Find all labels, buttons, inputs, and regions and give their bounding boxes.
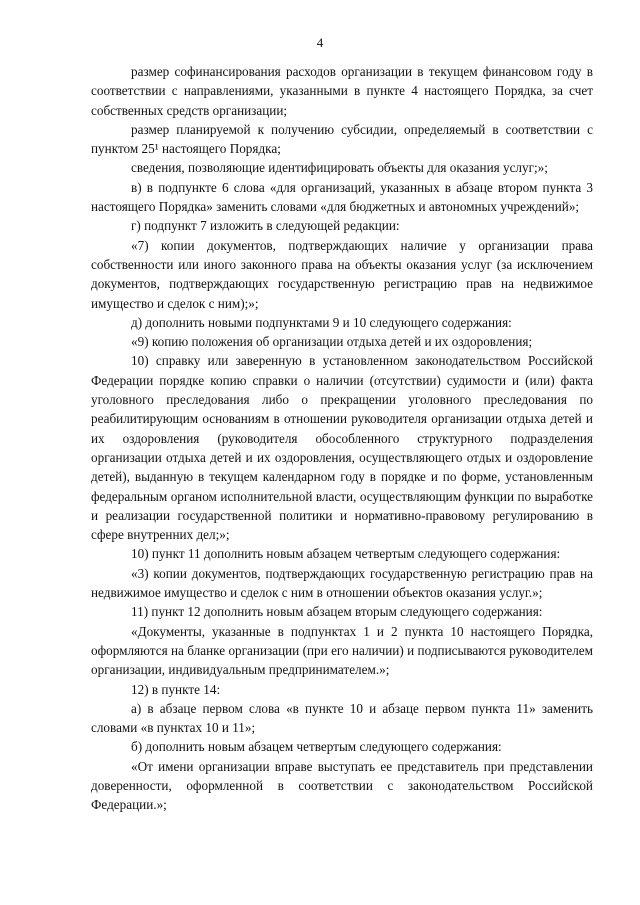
paragraph: 10) пункт 11 дополнить новым абзацем четвертым следующего содержания: — [131, 546, 561, 562]
paragraph: «Документы, указанные в подпунктах 1 и 2 пункта 10 настоящего Порядка, оформляются на бланке организации (при его наличии) и подписываются руководителем организации, индивидуальным предпринимателем.»; — [91, 623, 593, 678]
page-number: 4 — [316, 35, 324, 50]
paragraph: в) в подпункте 6 слова «для организаций, указанных в абзаце втором пункта 3 настоящего Порядка» заменить словами «для бюджетных и автономных учреждений»; — [91, 179, 593, 215]
paragraph: б) дополнить новым абзацем четвертым следующего содержания: — [131, 739, 502, 755]
paragraph: д) дополнить новыми подпунктами 9 и 10 следующего содержания: — [131, 314, 512, 330]
document-body — [91, 62, 593, 815]
paragraph: сведения, позволяющие идентифицировать объекты для оказания услуг;»; — [131, 160, 548, 176]
paragraph: 12) в пункте 14: — [131, 681, 221, 697]
paragraph: «7) копии документов, подтверждающих наличие у организации права собственности или иного законного права на объекты оказания услуг (за исключением документов, подтверждающих государственную регистрацию прав на недвижимое имущество и сделок с ним);»; — [91, 237, 593, 311]
paragraph: «От имени организации вправе выступать ее представитель при представлении доверенности, оформленной в соответствии с законодательством Российской Федерации.»; — [91, 758, 593, 813]
paragraph: размер планируемой к получению субсидии, определяемый в соответствии с пунктом 25¹ настоящего Порядка; — [91, 121, 593, 157]
paragraph: 11) пункт 12 дополнить новым абзацем вторым следующего содержания: — [131, 604, 543, 620]
paragraph: г) подпункт 7 изложить в следующей редакции: — [131, 218, 400, 234]
paragraph: 10) справку или заверенную в установленном законодательством Российской Федерации порядке копию справки о наличии (отсутствии) судимости и (или) факта уголовного преследования либо о прекращении уголовного преследования по реабилитирующим основаниям в отношении руководителя организации отдыха детей и их оздоровления (руководителя обособленного структурного подразделения организации отдыха детей и их оздоровления, осуществляющего отдых и оздоровление детей), выданную в текущем календарном году в порядке и по форме, установленным федеральным органом исполнительной власти, осуществляющим функции по выработке и реализации государственной политики и нормативно-правовому регулированию в сфере внутренних дел;»; — [91, 353, 593, 543]
paragraph: «3) копии документов, подтверждающих государственную регистрацию прав на недвижимое имущество и сделок с ним в отношении объектов оказания услуг.»; — [91, 565, 593, 601]
paragraph: «9) копию положения об организации отдыха детей и их оздоровления; — [131, 334, 533, 350]
paragraph: а) в абзаце первом слова «в пункте 10 и абзаце первом пункта 11» заменить словами «в пунктах 10 и 11»; — [91, 700, 593, 736]
paragraph: размер софинансирования расходов организации в текущем финансовом году в соответствии с направлениями, указанными в пункте 4 настоящего Порядка, за счет собственных средств организации; — [91, 64, 593, 118]
